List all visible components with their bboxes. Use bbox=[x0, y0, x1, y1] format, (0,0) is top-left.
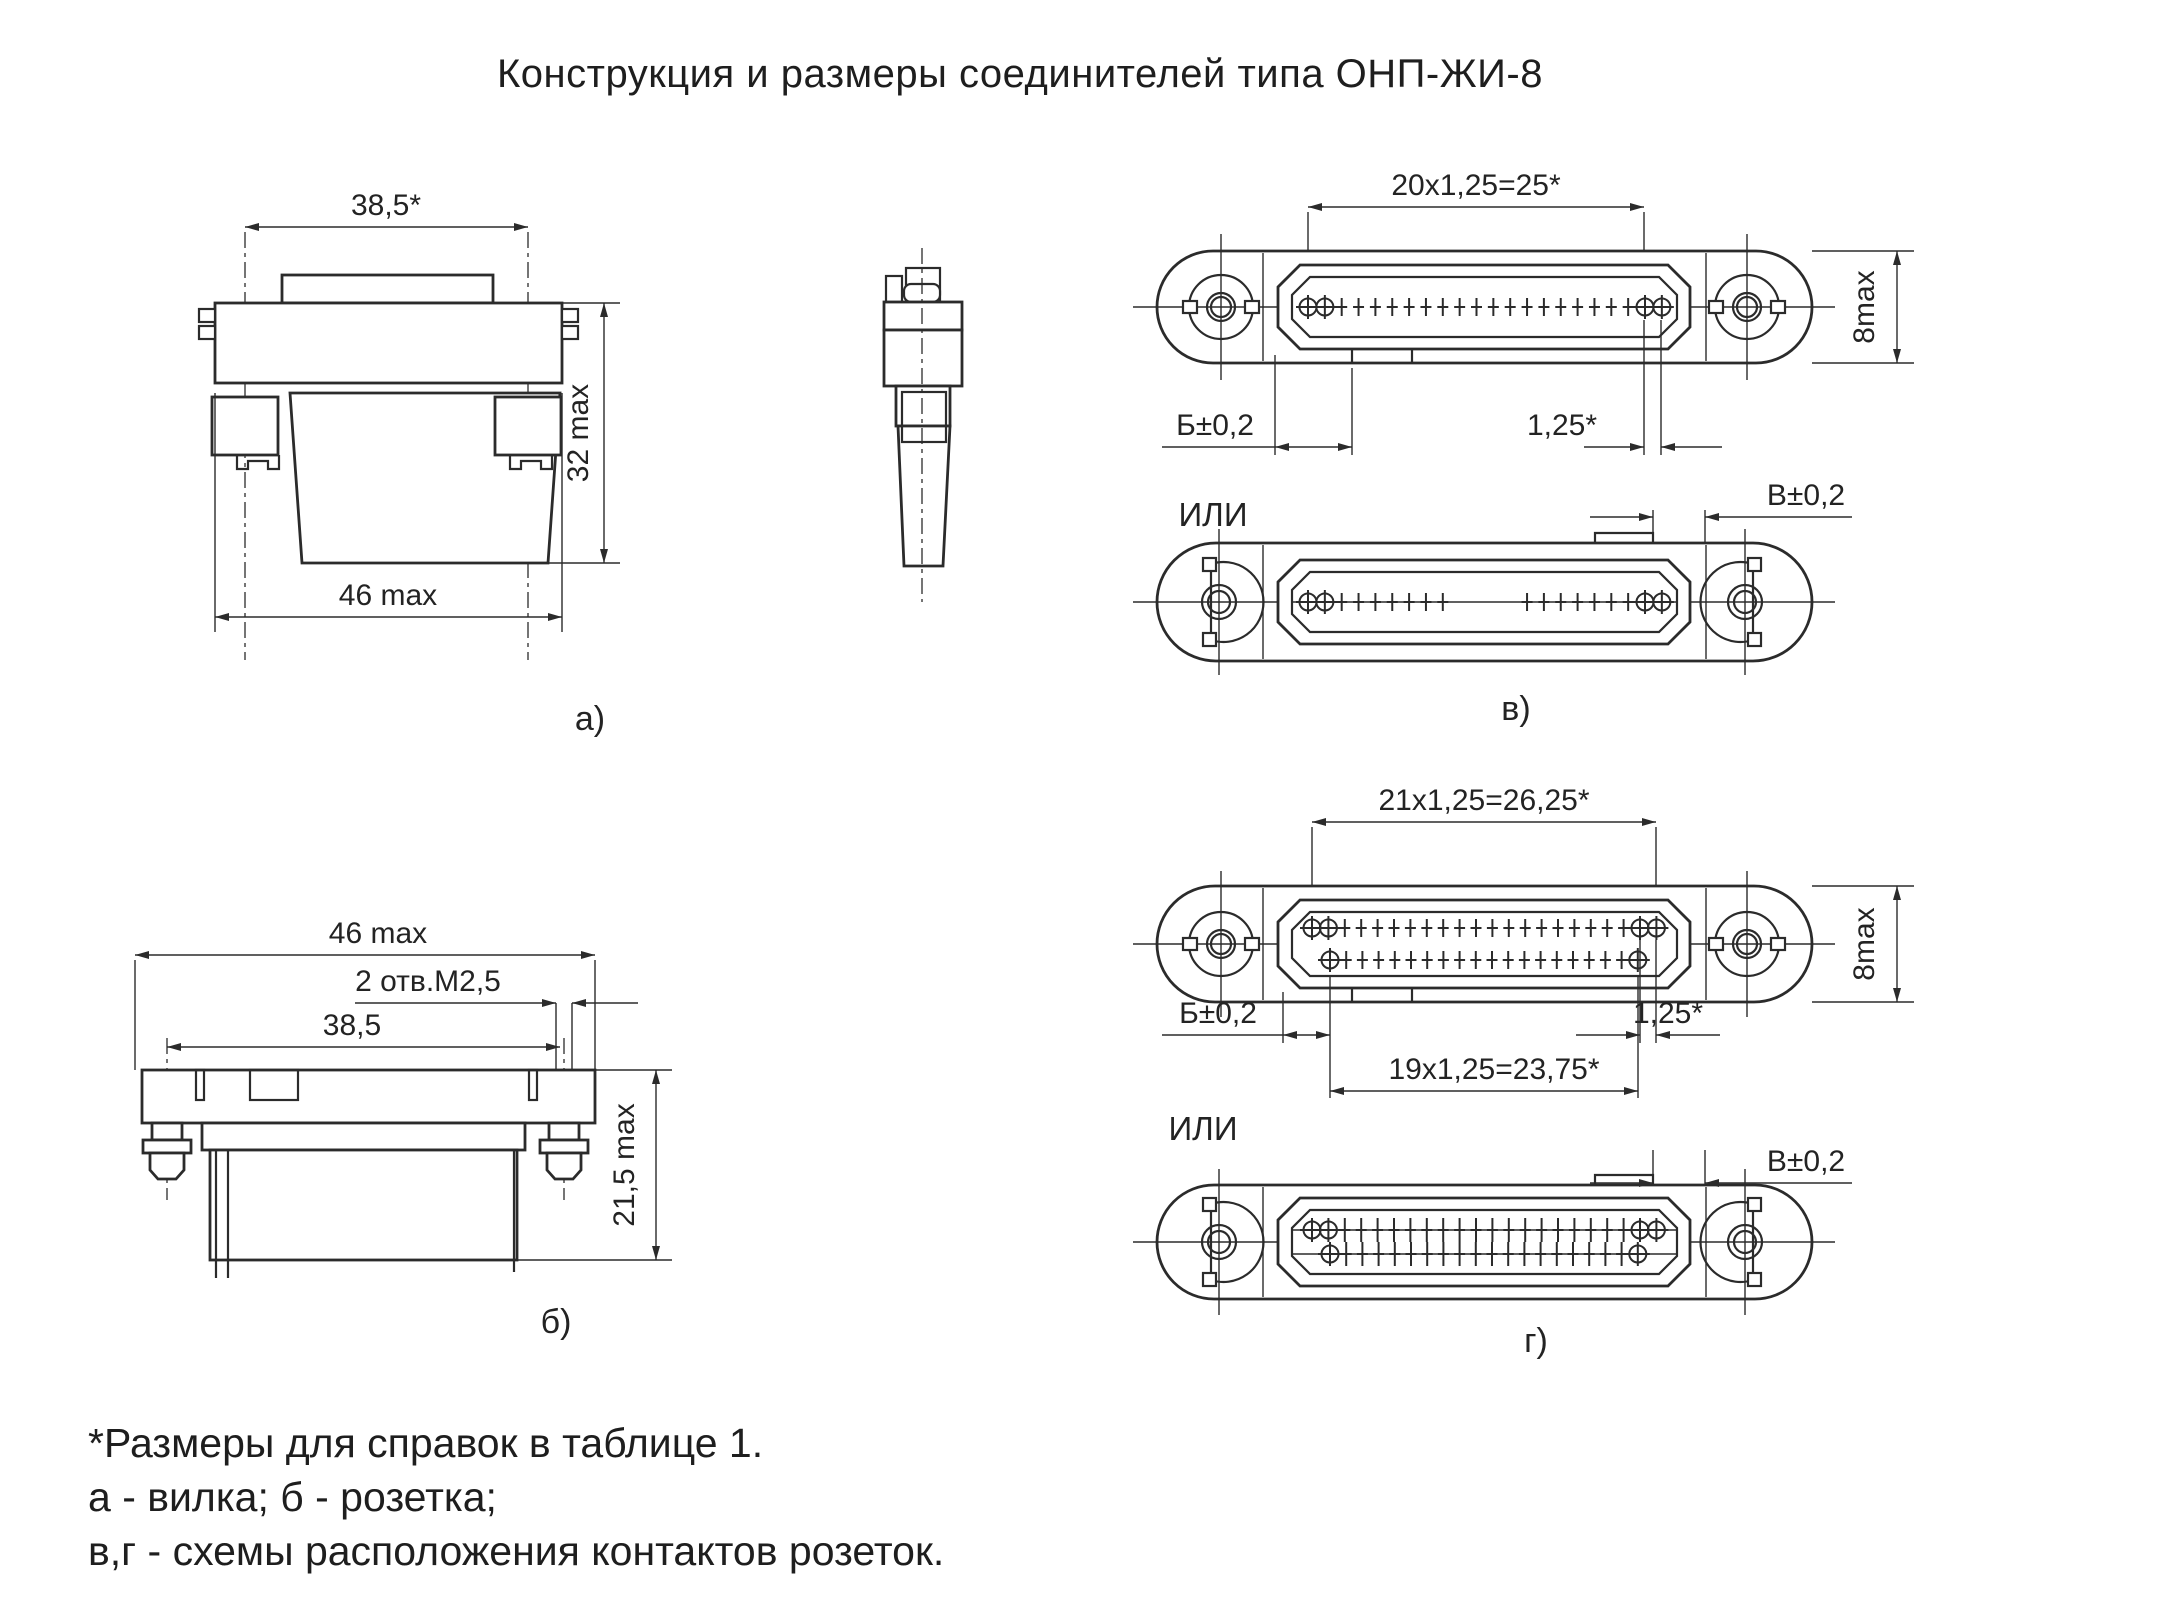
dim-v-b-offset: Б±0,2 bbox=[1176, 409, 1254, 442]
footnote-a-b: а - вилка; б - розетка; bbox=[88, 1474, 497, 1520]
dim-v-pitch: 1,25* bbox=[1526, 409, 1598, 442]
plug-body bbox=[215, 303, 562, 383]
dim-g-v-offset: В±0,2 bbox=[1766, 1145, 1846, 1178]
dim-socket-hole-spacing: 38,5 bbox=[322, 1009, 382, 1042]
dim-plug-width-top: 38,5* bbox=[350, 189, 422, 222]
g-alt-shell-outer bbox=[1278, 1198, 1690, 1286]
figure-b-socket-side-view bbox=[135, 917, 672, 1341]
dim-socket-width: 46 max bbox=[328, 917, 428, 950]
page-title: Конструкция и размеры соединителей типа ОНП-ЖИ-8 bbox=[497, 52, 1543, 96]
dim-plug-height: 32 max bbox=[562, 383, 595, 483]
figure-v-contact-layout bbox=[1133, 169, 1914, 728]
figure-a-label: а) bbox=[574, 700, 606, 738]
dim-g-pitch: 1,25* bbox=[1632, 997, 1704, 1030]
plug-latch-right bbox=[495, 397, 561, 455]
v-or-label: ИЛИ bbox=[1178, 496, 1248, 533]
footnote-reference: *Размеры для справок в таблице 1. bbox=[88, 1420, 764, 1466]
g-shell-outer bbox=[1278, 900, 1690, 988]
figure-g-label: г) bbox=[1524, 1322, 1548, 1360]
footnotes bbox=[88, 1416, 944, 1578]
figure-v-label: в) bbox=[1501, 690, 1531, 728]
plug-latch-left bbox=[212, 397, 278, 455]
dim-g-height: 8max bbox=[1848, 907, 1881, 981]
figure-a-side-view bbox=[884, 248, 962, 602]
dim-g-row-span-bottom: 19x1,25=23,75* bbox=[1388, 1053, 1600, 1086]
plug-cap bbox=[282, 275, 493, 303]
figure-g-contact-layout bbox=[1133, 784, 1914, 1360]
dim-g-row-span-top: 21x1,25=26,25* bbox=[1378, 784, 1590, 817]
socket-flange bbox=[142, 1070, 595, 1123]
dim-v-v-offset: В±0,2 bbox=[1766, 479, 1846, 512]
figure-b-label: б) bbox=[540, 1303, 572, 1341]
dim-socket-holes: 2 отв.М2,5 bbox=[355, 965, 501, 998]
figure-a-plug-front-view bbox=[199, 189, 620, 738]
socket-housing bbox=[210, 1150, 517, 1260]
dim-plug-width-bottom: 46 max bbox=[338, 579, 438, 612]
dim-g-b-offset: Б±0,2 bbox=[1179, 997, 1257, 1030]
dim-v-height: 8max bbox=[1848, 270, 1881, 344]
g-or-label: ИЛИ bbox=[1168, 1110, 1238, 1147]
socket-step bbox=[202, 1123, 525, 1150]
dim-v-row-span: 20x1,25=25* bbox=[1391, 169, 1561, 202]
footnote-v-g: в,г - схемы расположения контактов розеток. bbox=[88, 1528, 945, 1574]
dim-socket-height: 21,5 max bbox=[608, 1103, 641, 1227]
